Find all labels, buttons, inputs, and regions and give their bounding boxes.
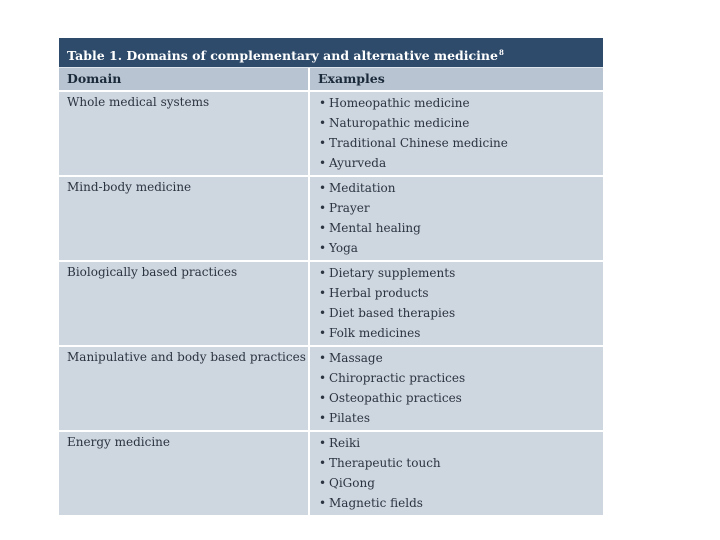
bullet-icon: • — [319, 266, 327, 280]
example-text: Chiropractic practices — [329, 371, 466, 385]
domain-cell: Whole medical systems — [59, 92, 310, 175]
cam-domains-table — [59, 38, 603, 515]
example-text: Ayurveda — [329, 156, 387, 170]
examples-cell — [310, 347, 603, 430]
example-text: Meditation — [329, 181, 396, 195]
example-item — [319, 198, 603, 218]
bullet-icon: • — [319, 116, 327, 130]
bullet-icon: • — [319, 411, 327, 425]
bullet-icon: • — [319, 391, 327, 405]
table-row — [59, 90, 603, 175]
example-text: Massage — [329, 351, 383, 365]
example-text: Folk medicines — [329, 326, 421, 340]
example-text: Pilates — [329, 411, 370, 425]
bullet-icon: • — [319, 306, 327, 320]
example-item — [319, 238, 603, 258]
example-item — [319, 283, 603, 303]
example-text: Dietary supplements — [329, 266, 456, 280]
domain-cell: Mind-body medicine — [59, 177, 310, 260]
bullet-icon: • — [319, 221, 327, 235]
bullet-icon: • — [319, 241, 327, 255]
table-title-reference: 8 — [498, 48, 504, 57]
example-item — [319, 113, 603, 133]
example-item — [319, 388, 603, 408]
table-body — [59, 90, 603, 515]
table-row — [59, 175, 603, 260]
example-text: Magnetic fields — [329, 496, 423, 510]
domain-cell: Manipulative and body based practices — [59, 347, 310, 430]
table-row — [59, 430, 603, 515]
example-item — [319, 263, 603, 283]
example-text: Reiki — [329, 436, 361, 450]
domain-cell: Energy medicine — [59, 432, 310, 515]
example-text: Yoga — [329, 241, 358, 255]
bullet-icon: • — [319, 371, 327, 385]
table-row — [59, 260, 603, 345]
example-text: Traditional Chinese medicine — [329, 136, 508, 150]
example-item — [319, 133, 603, 153]
example-text: Homeopathic medicine — [329, 96, 470, 110]
example-item — [319, 303, 603, 323]
example-text: Mental healing — [329, 221, 421, 235]
example-text: Osteopathic practices — [329, 391, 462, 405]
bullet-icon: • — [319, 496, 327, 510]
example-text: Naturopathic medicine — [329, 116, 470, 130]
table-row — [59, 345, 603, 430]
bullet-icon: • — [319, 96, 327, 110]
example-item — [319, 218, 603, 238]
bullet-icon: • — [319, 181, 327, 195]
bullet-icon: • — [319, 286, 327, 300]
bullet-icon: • — [319, 156, 327, 170]
example-item — [319, 433, 603, 453]
table-header-row — [59, 67, 603, 90]
example-item — [319, 93, 603, 113]
example-item — [319, 473, 603, 493]
example-item — [319, 493, 603, 513]
example-text: Diet based therapies — [329, 306, 456, 320]
example-item — [319, 368, 603, 388]
example-item — [319, 453, 603, 473]
example-item — [319, 153, 603, 173]
examples-cell — [310, 262, 603, 345]
example-text: Prayer — [329, 201, 370, 215]
examples-cell — [310, 177, 603, 260]
bullet-icon: • — [319, 351, 327, 365]
examples-cell — [310, 432, 603, 515]
example-text: QiGong — [329, 476, 375, 490]
bullet-icon: • — [319, 436, 327, 450]
bullet-icon: • — [319, 326, 327, 340]
table-title-text: Table 1. Domains of complementary and alternative medicine — [67, 48, 498, 63]
example-item — [319, 408, 603, 428]
header-domain: Domain — [59, 68, 310, 90]
examples-cell — [310, 92, 603, 175]
bullet-icon: • — [319, 456, 327, 470]
example-text: Therapeutic touch — [329, 456, 441, 470]
header-examples: Examples — [318, 71, 385, 86]
example-text: Herbal products — [329, 286, 429, 300]
example-item — [319, 178, 603, 198]
example-item — [319, 323, 603, 343]
domain-cell: Biologically based practices — [59, 262, 310, 345]
bullet-icon: • — [319, 201, 327, 215]
bullet-icon: • — [319, 136, 327, 150]
table-title — [59, 38, 603, 67]
example-item — [319, 348, 603, 368]
bullet-icon: • — [319, 476, 327, 490]
